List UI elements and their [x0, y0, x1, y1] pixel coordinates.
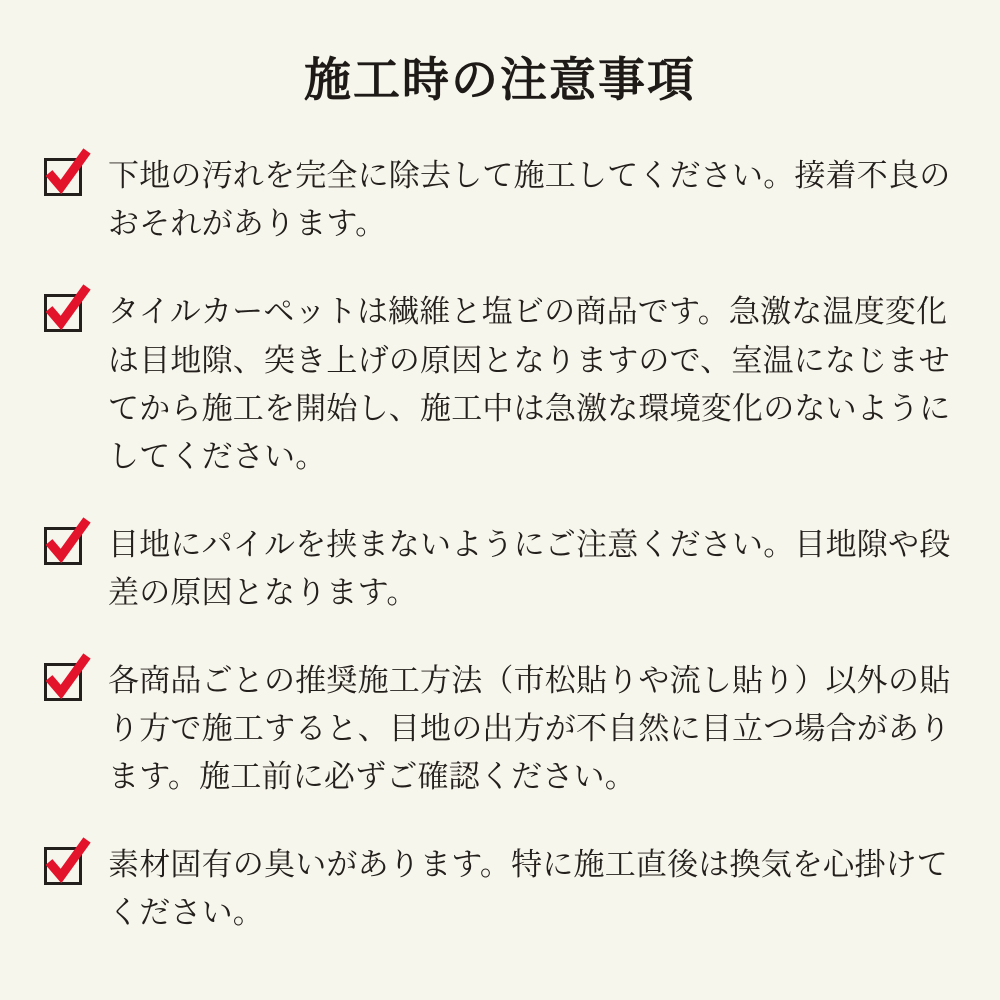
- checkbox-checked-icon: [44, 294, 82, 332]
- checkbox-container: [44, 841, 102, 885]
- page-title: 施工時の注意事項: [304, 53, 696, 106]
- checkbox-container: [44, 152, 102, 196]
- list-item-text: 素材固有の臭いがあります。特に施工直後は換気を心掛けてください。: [108, 846, 948, 930]
- checkbox-checked-icon: [44, 663, 82, 701]
- list-item-text: タイルカーペットは繊維と塩ビの商品です。急激な温度変化は目地隙、突き上げの原因となりますので、室温になじませてから施工を開始し、施工中は急激な環境変化のないようにしてください。: [108, 294, 951, 474]
- notice-list: [44, 152, 956, 937]
- checkbox-container: [44, 521, 102, 565]
- checkbox-checked-icon: [44, 158, 82, 196]
- list-item: [44, 657, 956, 801]
- list-item: [44, 288, 956, 480]
- list-item-text: 下地の汚れを完全に除去して施工してください。接着不良のおそれがあります。: [108, 158, 951, 242]
- checkbox-container: [44, 288, 102, 332]
- list-item-text: 目地にパイルを挟まないようにご注意ください。目地隙や段差の原因となります。: [108, 526, 951, 610]
- list-item: [44, 152, 956, 248]
- checkbox-checked-icon: [44, 527, 82, 565]
- list-item-text: 各商品ごとの推奨施工方法（市松貼りや流し貼り）以外の貼り方で施工すると、目地の出方が不自然に目立つ場合があります。施工前に必ずご確認ください。: [108, 662, 951, 794]
- checkbox-container: [44, 657, 102, 701]
- list-item: [44, 521, 956, 617]
- list-item: [44, 841, 956, 937]
- checkbox-checked-icon: [44, 847, 82, 885]
